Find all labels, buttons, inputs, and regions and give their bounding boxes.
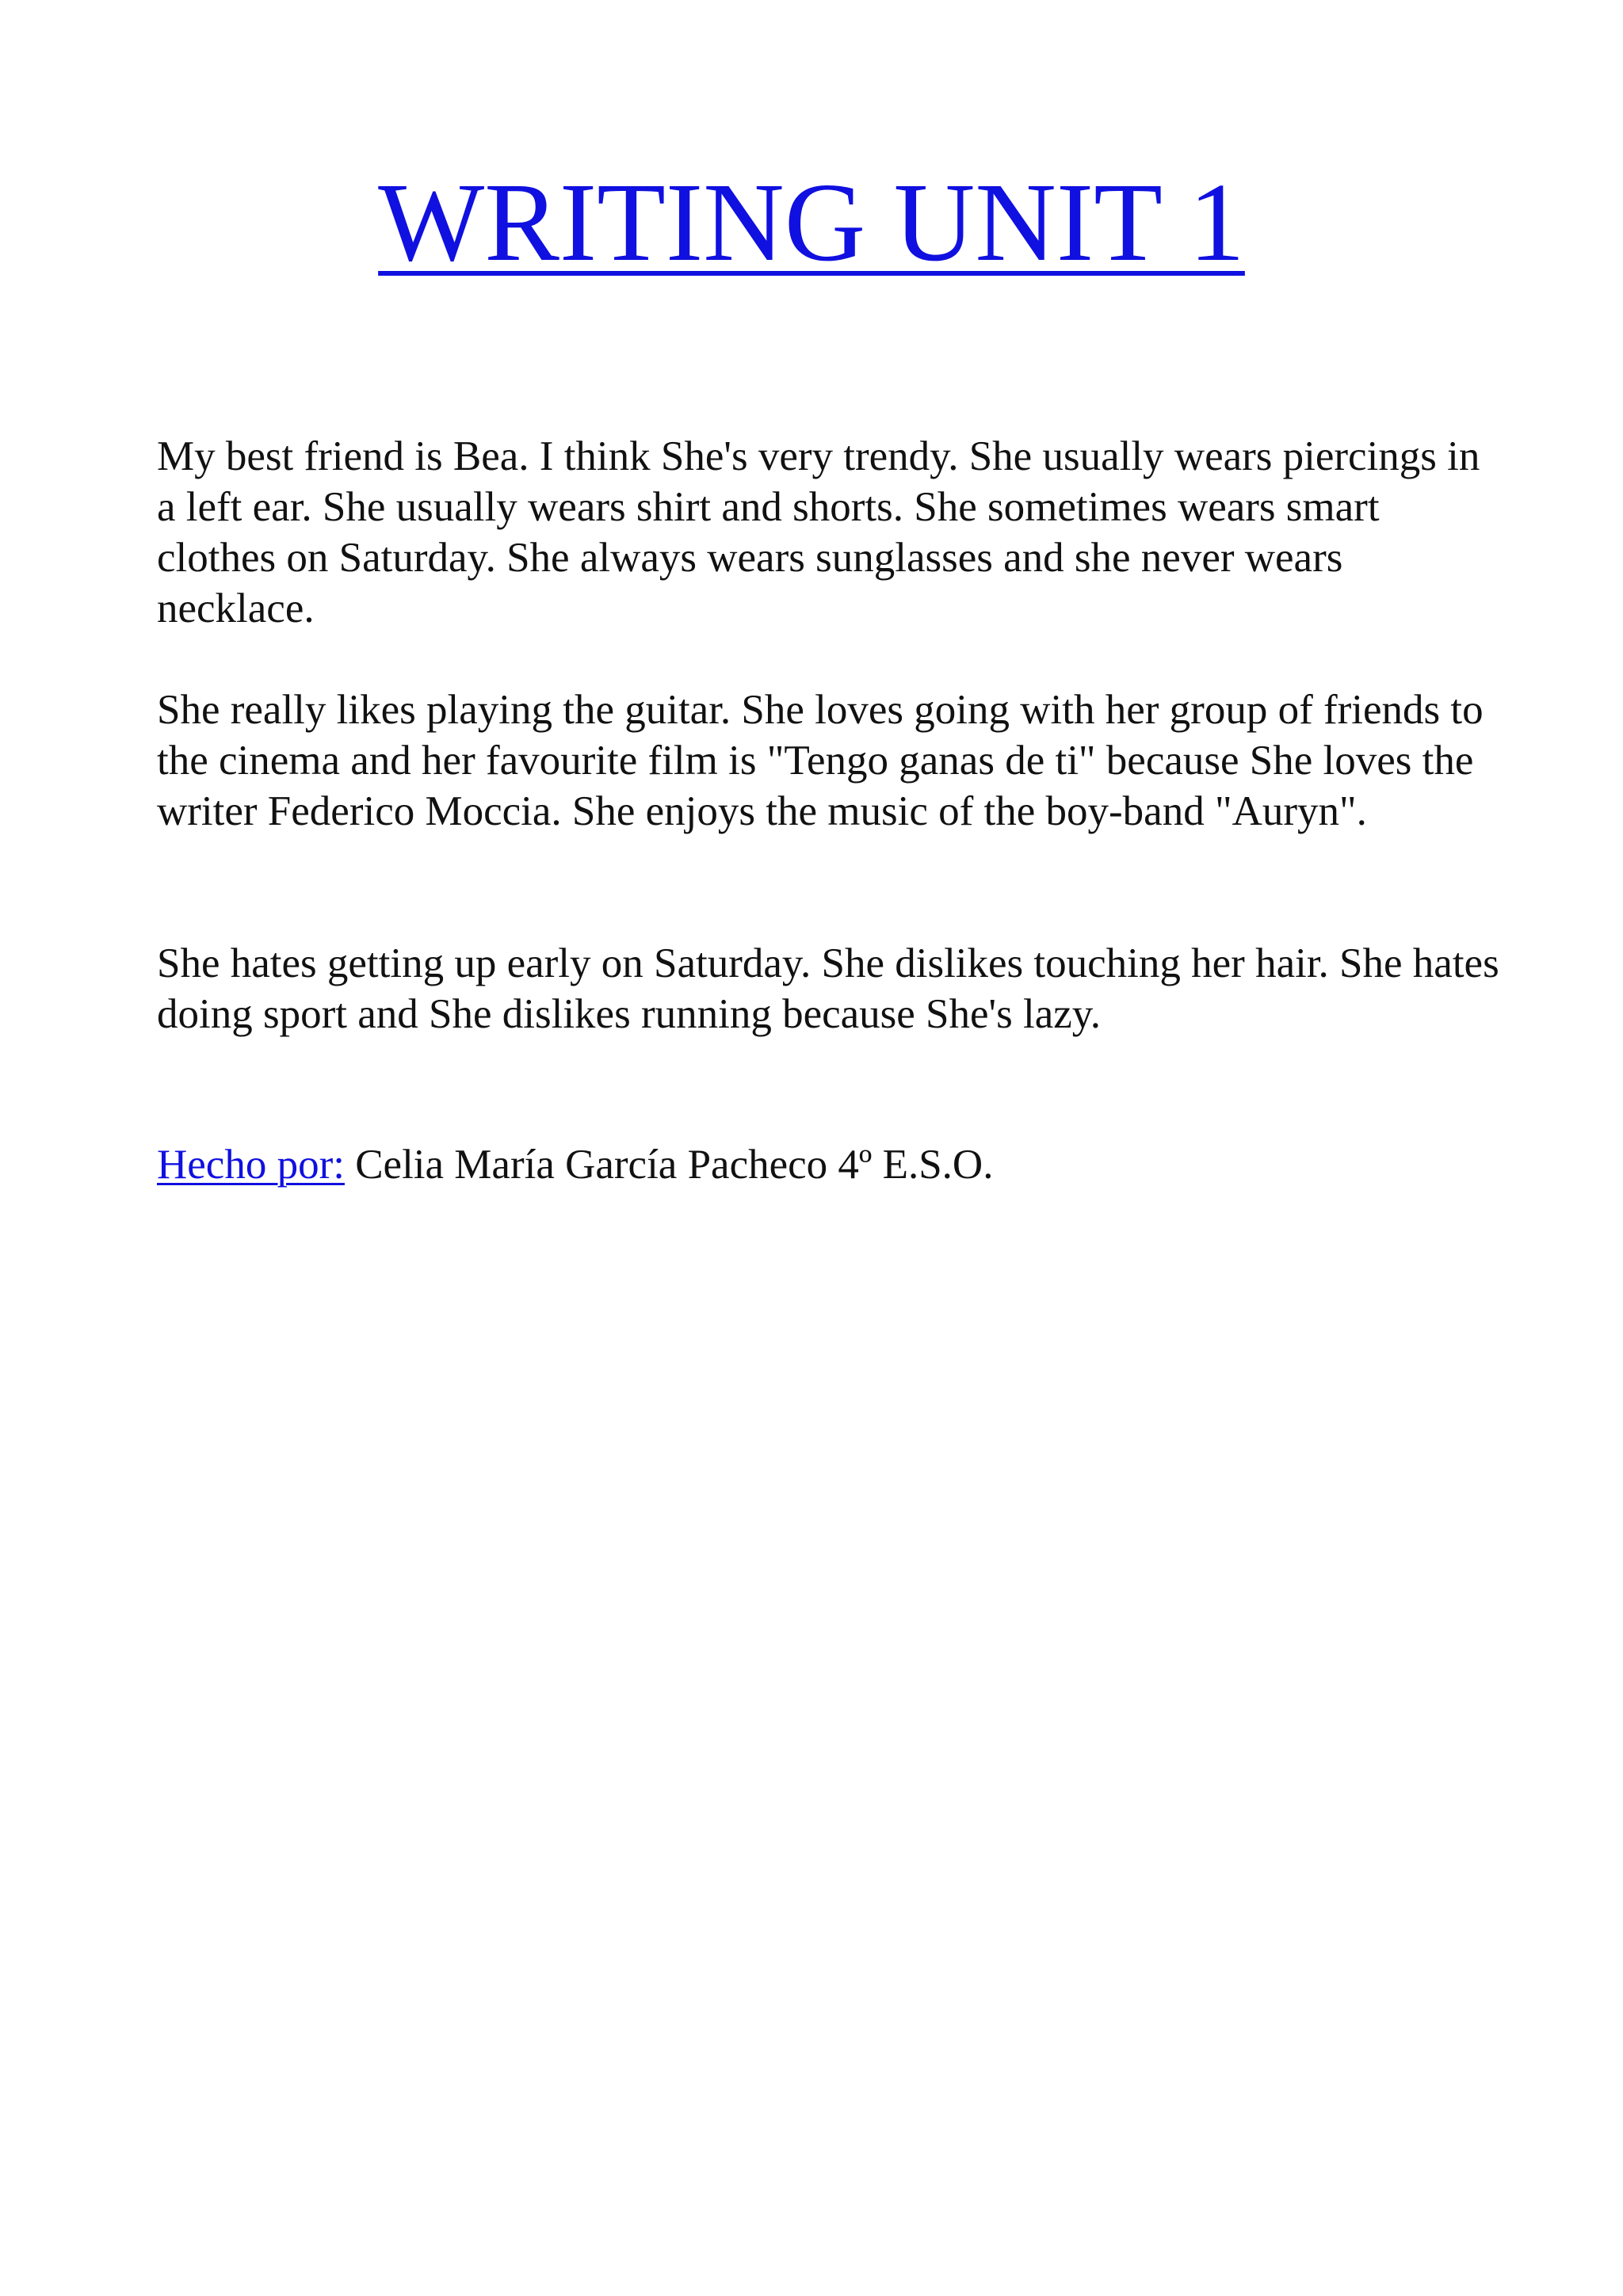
page-title[interactable] <box>0 158 1623 285</box>
page-title-text[interactable]: WRITING UNIT 1 <box>378 159 1245 284</box>
paragraph-dislikes: She hates getting up early on Saturday. She dislikes touching her hair. She hates doing sport and She dislikes running because She's lazy. <box>157 940 1499 1037</box>
author-credit <box>157 1139 1504 1190</box>
credit-link[interactable]: Hecho por: <box>157 1142 345 1188</box>
paragraph-likes: She really likes playing the guitar. She loves going with her group of friends to the cinema and her favourite film is "Tengo ganas de ti" because She loves the writer Federico Moccia. She enjoys the music of the boy-band "Auryn". <box>157 687 1484 834</box>
credit-author: Celia María García Pacheco 4º E.S.O. <box>355 1142 994 1188</box>
paragraph-appearance: My best friend is Bea. I think She's very trendy. She usually wears piercings in a left ear. She usually wears shirt and shorts. She sometimes wears smart clothes on Saturday. She always wears sunglasses and she never wears necklace. <box>157 433 1480 631</box>
